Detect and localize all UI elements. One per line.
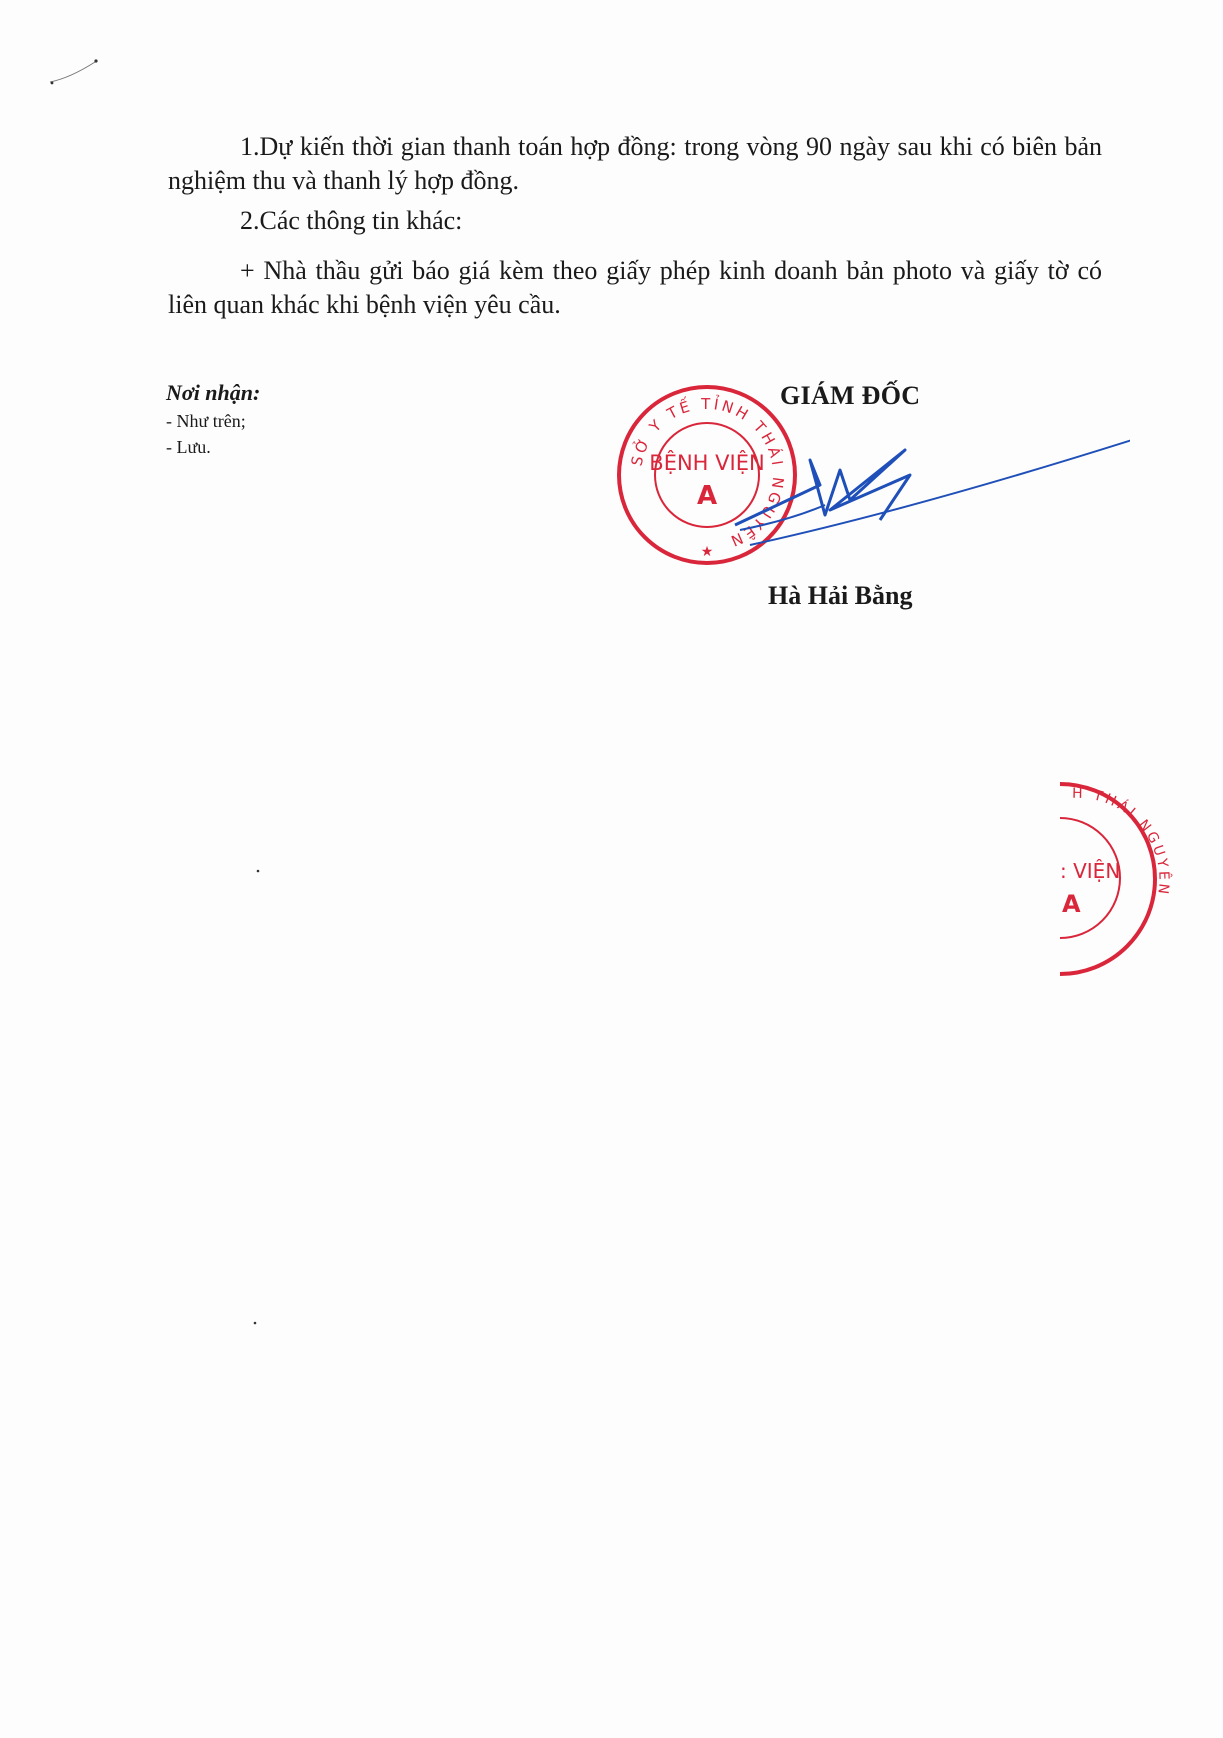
director-signature <box>730 430 1130 570</box>
recipients-title: Nơi nhận: <box>166 380 261 405</box>
contractor-note-paragraph: + Nhà thầu gửi báo giá kèm theo giấy phép kinh doanh bản photo và giấy tờ có liên quan khác khi bệnh viện yêu cầu. <box>168 256 1102 319</box>
svg-text:H THÁI NGUYÊN: H THÁI NGUYÊN <box>1071 785 1172 898</box>
svg-text:BỆNH VIỆN: BỆNH VIỆN <box>649 451 765 475</box>
recipient-item: - Lưu. <box>166 437 211 457</box>
svg-text:SỞ Y TẾ TỈNH THÁI NGUYÊN: SỞ Y TẾ TỈNH THÁI NGUYÊN <box>627 394 788 552</box>
signer-role: GIÁM ĐỐC <box>780 381 921 410</box>
partial-hospital-seal <box>1050 778 1223 978</box>
signer-name: Hà Hải Bằng <box>768 581 913 610</box>
recipient-item: - Như trên; <box>166 411 246 431</box>
scan-dot <box>255 868 261 874</box>
recipients-block <box>166 378 260 460</box>
payment-term-paragraph: 1.Dự kiến thời gian thanh toán hợp đồng: trong vòng 90 ngày sau khi có biên bản nghiệm thu và thanh lý hợp đồng. <box>168 132 1102 195</box>
svg-text:A: A <box>696 481 718 511</box>
svg-text:★: ★ <box>700 544 714 560</box>
svg-text:: VIỆN: : VIỆN <box>1060 859 1121 883</box>
other-info-heading: 2.Các thông tin khác: <box>240 206 463 235</box>
svg-text:A: A <box>1062 890 1081 918</box>
scan-mark-top-left <box>40 50 110 90</box>
scan-dot <box>252 1320 258 1326</box>
